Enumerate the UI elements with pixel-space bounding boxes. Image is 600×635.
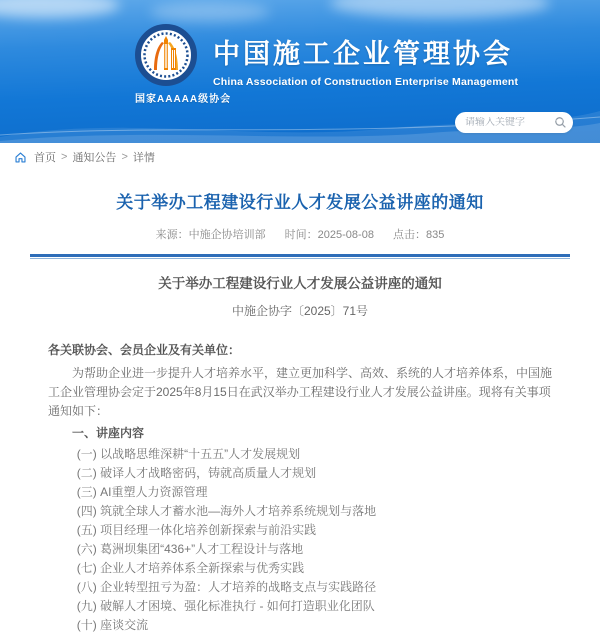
salutation: 各关联协会、会员企业及有关单位： [48, 343, 241, 357]
list-item: (七) 企业人才培养体系全新探索与优秀实践 [76, 561, 305, 575]
list-item: (三) AI重塑人力资源管理 [76, 485, 208, 499]
org-name-cn: 中国施工企业管理协会 [213, 39, 513, 69]
breadcrumb-separator: > [61, 151, 68, 163]
views-value: 835 [426, 229, 445, 241]
list-item: (一) 以战略思维深耕“十五五”人才发展规划 [76, 447, 301, 461]
list-item: (六) 葛洲坝集团“436+”人才工程设计与落地 [76, 542, 304, 556]
brand-block [135, 24, 518, 105]
list-item: (五) 项目经理一体化培养创新探索与前沿实践 [76, 523, 317, 537]
breadcrumb-separator: > [121, 151, 128, 163]
aaaaa-badge: 国家AAAAA级协会 [135, 94, 232, 105]
org-name-en: China Association of Construction Enterprise Management [213, 76, 519, 88]
views-label: 点击： [393, 229, 427, 241]
home-icon[interactable] [14, 151, 27, 164]
cloud-decoration [0, 0, 120, 18]
breadcrumb [0, 143, 600, 171]
time-value: 2025-08-08 [317, 229, 374, 241]
cloud-decoration [150, 2, 270, 22]
list-item: (四) 筑就全球人才蓄水池—海外人才培养系统规划与落地 [76, 504, 377, 518]
site-header [0, 0, 600, 143]
cloud-decoration [330, 0, 550, 18]
article-detail [0, 188, 600, 635]
list-item: (八) 企业转型扭亏为盈：人才培养的战略支点与实践路径 [76, 580, 377, 594]
list-item: (十) 座谈交流 [76, 618, 149, 632]
list-item: (二) 破译人才战略密码，铸就高质量人才规划 [76, 466, 317, 480]
time-label: 时间： [284, 229, 318, 241]
intro-paragraph: 为帮助企业进一步提升人才培养水平，建立更加科学、高效、系统的人才培养体系，中国施工企业管理协会定于2025年8月15日在武汉举办工程建设行业人才发展公益讲座。现将有关事项通知如下： [48, 366, 553, 418]
document-body [30, 272, 570, 635]
wave-decoration [0, 97, 600, 143]
source-value: 中施企协培训部 [188, 229, 266, 241]
lecture-items-list [48, 445, 552, 635]
document-title: 关于举办工程建设行业人才发展公益讲座的通知 [158, 276, 442, 291]
document-number: 中施企协字〔2025〕71号 [231, 304, 369, 318]
title-separator [30, 254, 570, 260]
breadcrumb-home[interactable]: 首页 [34, 152, 56, 164]
breadcrumb-section[interactable]: 通知公告 [72, 152, 117, 164]
page-title: 关于举办工程建设行业人才发展公益讲座的通知 [116, 193, 484, 212]
section-heading-lecture-content: 一、讲座内容 [72, 426, 145, 440]
source-label: 来源： [155, 229, 189, 241]
association-logo[interactable] [135, 24, 197, 86]
article-meta [30, 226, 570, 242]
tower-building-icon [143, 32, 189, 78]
list-item: (九) 破解人才困境、强化标准执行 - 如何打造职业化团队 [76, 599, 375, 613]
breadcrumb-current: 详情 [132, 152, 155, 164]
